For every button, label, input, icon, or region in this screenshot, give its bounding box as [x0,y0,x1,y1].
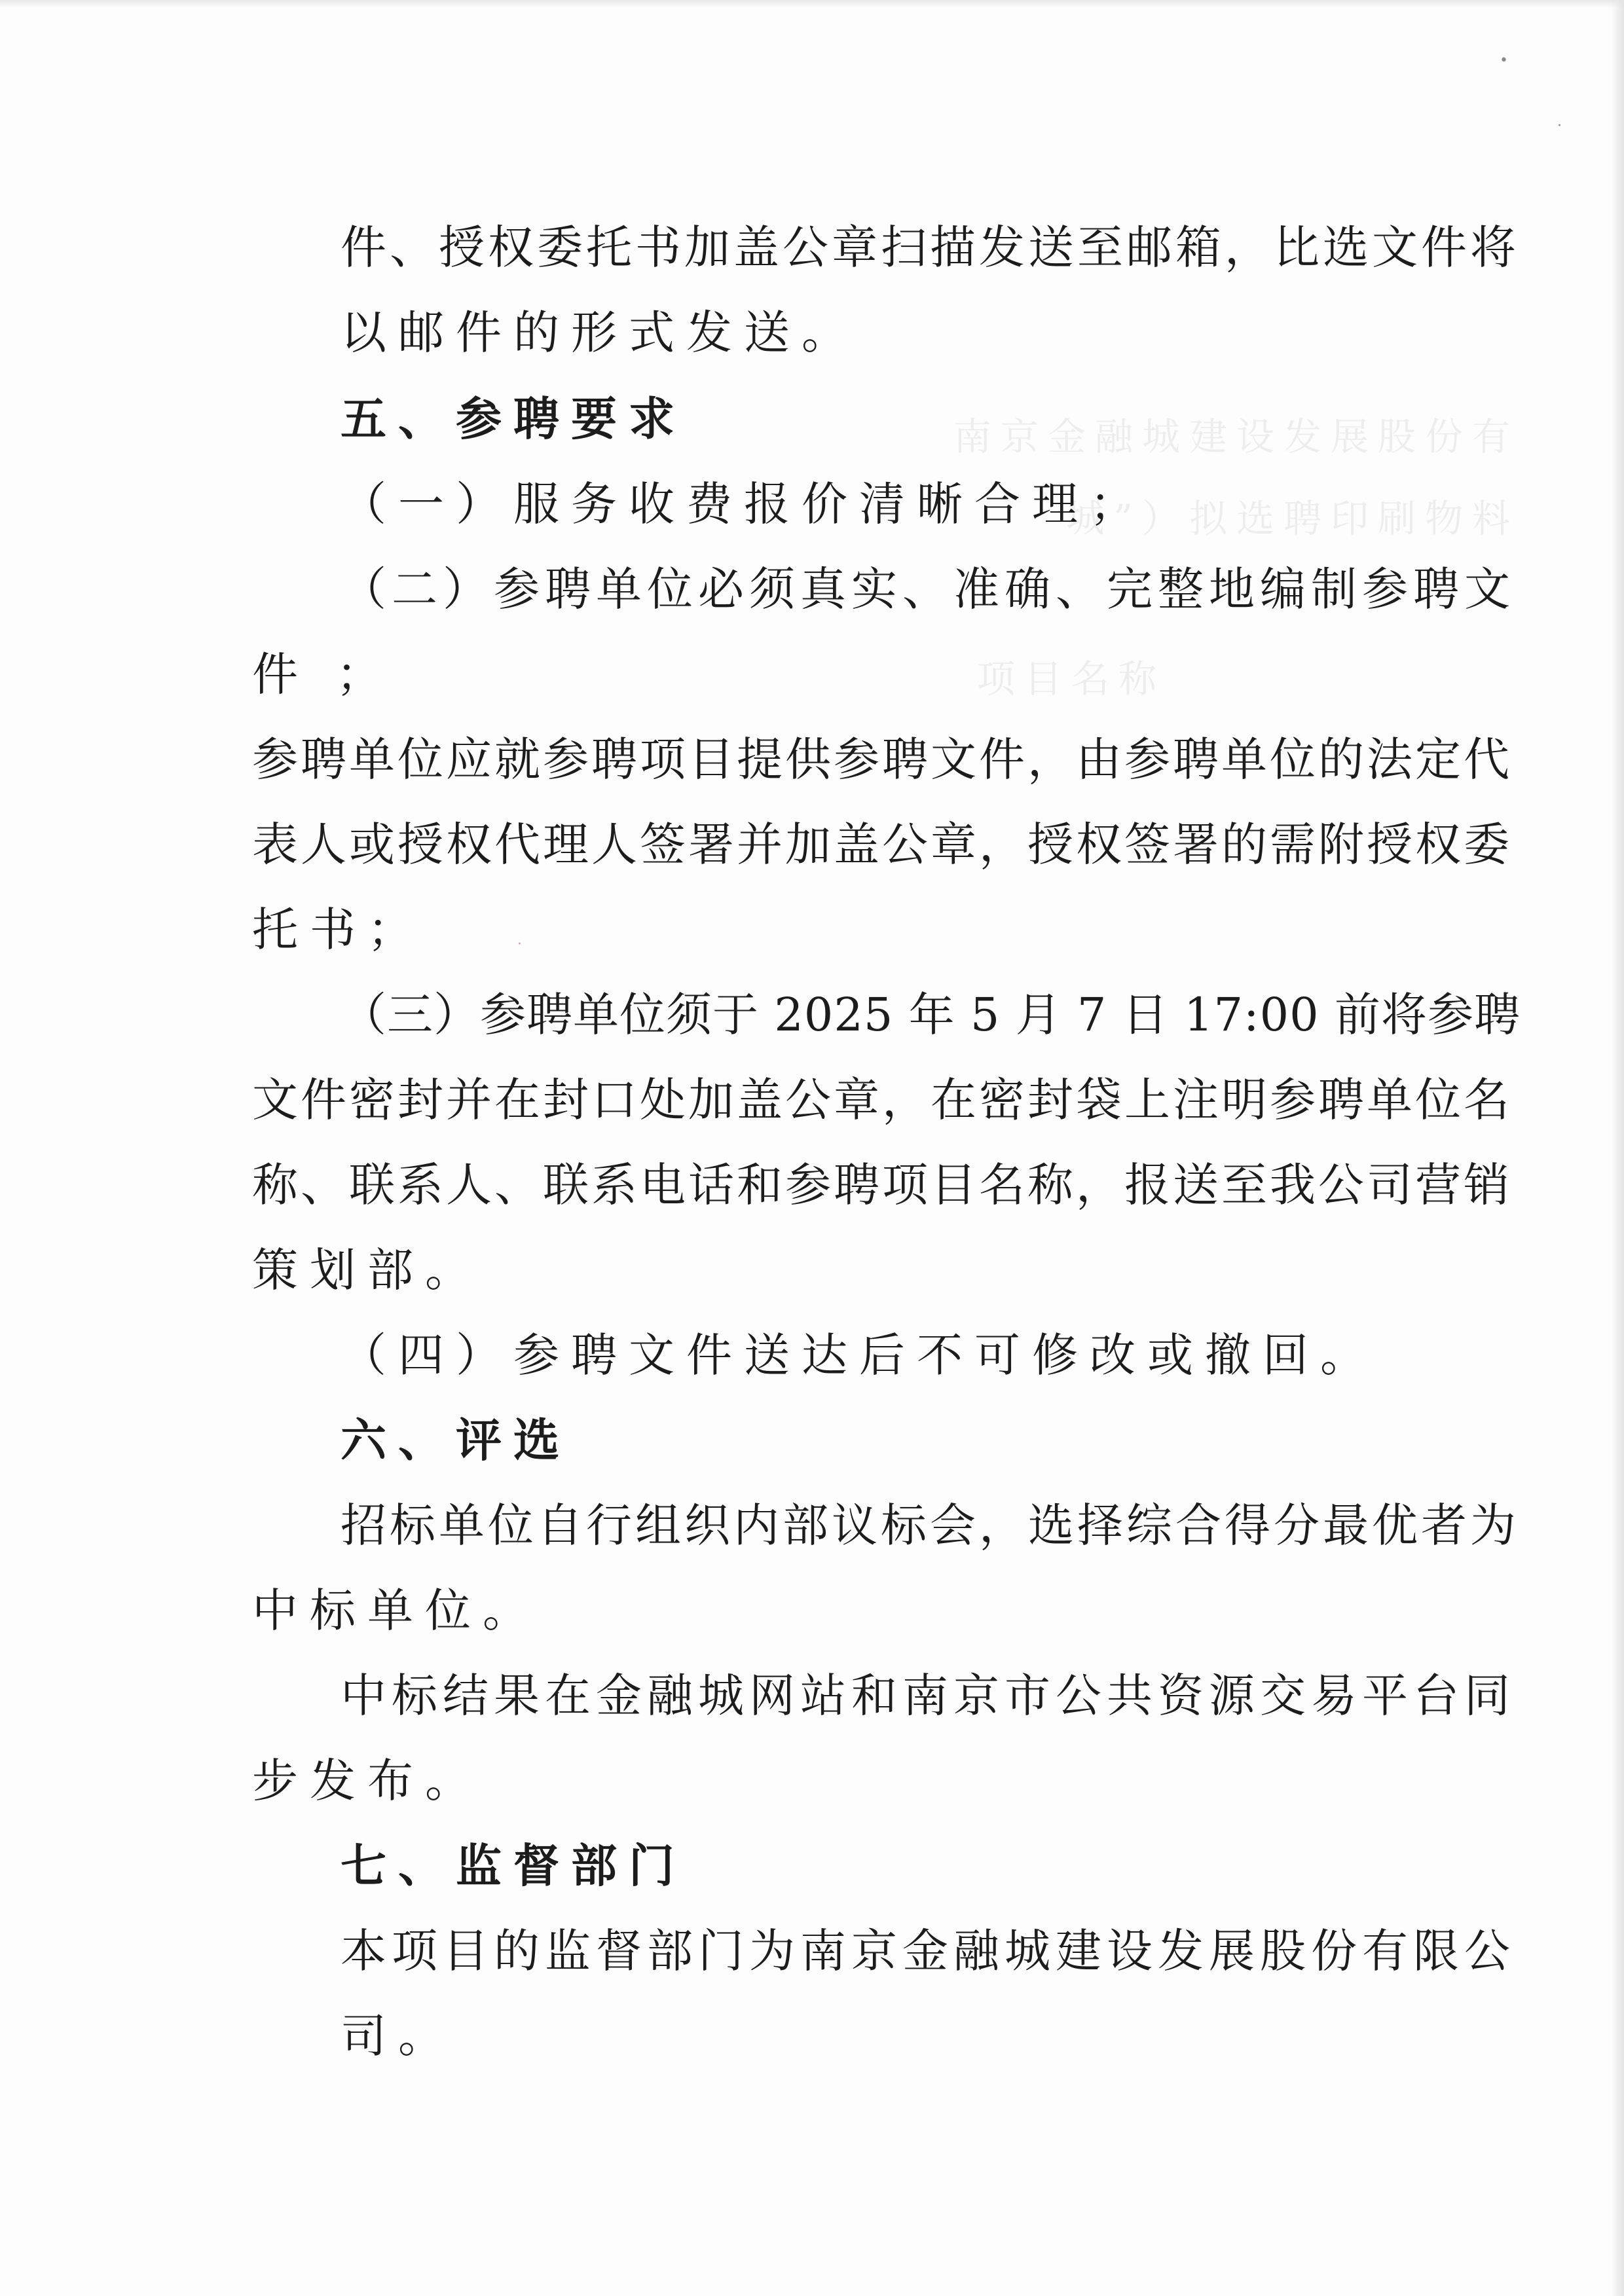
body-line: 称、联系人、联系电话和参聘项目名称，报送至我公司营销 [252,1158,1512,1212]
body-line: 本项目的监督部门为南京金融城建设发展股份有限公 [341,1924,1515,1978]
bleed-through-text: 城”）拟选聘印刷物料 [1066,496,1519,541]
body-line: 招标单位自行组织内部议标会，选择综合得分最优者为 [341,1499,1519,1552]
scan-speck: · [517,936,522,953]
section-heading: 五、参聘要求 [341,392,686,446]
body-line: 件 ； [252,647,394,701]
scan-speck: • [1500,52,1508,69]
body-line: 文件密封并在封口处加盖公章，在密封袋上注明参聘单位名 [252,1073,1512,1127]
body-line: 以邮件的形式发送。 [341,306,859,359]
bleed-through-text: 南京金融城建设发展股份有 [953,414,1519,459]
scan-edge-shadow [1611,0,1624,2296]
body-line: 策划部。 [252,1243,483,1297]
body-line: 中标单位。 [252,1584,540,1637]
body-line: 司。 [341,2009,456,2063]
body-line: 表人或授权代理人签署并加盖公章，授权签署的需附授权委 [252,818,1512,871]
section-heading: 六、评选 [341,1413,571,1467]
body-line: （一）服务收费报价清晰合理； [341,477,1147,531]
body-line: （二）参聘单位必须真实、准确、完整地编制参聘文 [341,562,1515,616]
body-line: 托书； [252,903,425,957]
body-line: 中标结果在金融城网站和南京市公共资源交易平台同 [341,1669,1515,1722]
body-line: 步发布。 [252,1754,483,1808]
body-line: （三）参聘单位须于 2025 年 5 月 7 日 17:00 前将参聘 [341,988,1521,1042]
section-heading: 七、监督部门 [341,1838,686,1893]
bleed-through-text: 项目名称 [976,657,1166,701]
body-line: （四）参聘文件送达后不可修改或撤回。 [341,1328,1378,1382]
body-line: 参聘单位应就参聘项目提供参聘文件，由参聘单位的法定代 [252,733,1512,786]
scan-top-shadow [0,0,1624,8]
scan-speck: · [1557,118,1562,134]
body-line: 件、授权委托书加盖公章扫描发送至邮箱，比选文件将 [341,221,1519,274]
